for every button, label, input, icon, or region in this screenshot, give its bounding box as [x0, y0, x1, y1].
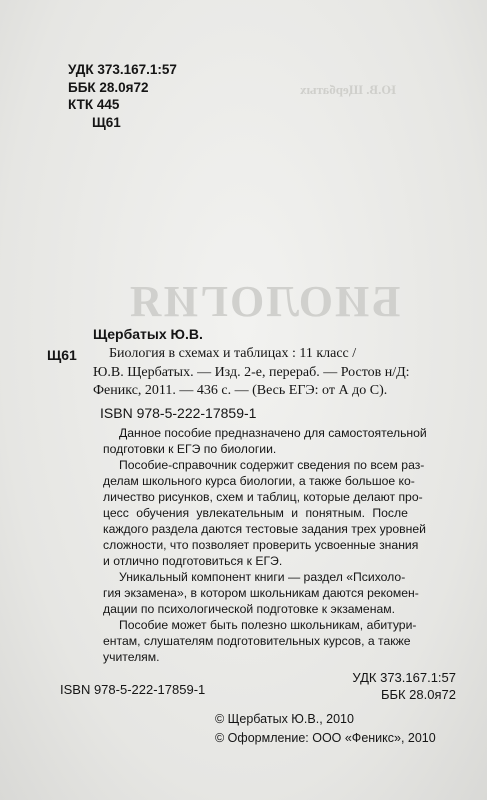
- footer-isbn: ISBN 978-5-222-17859-1: [60, 682, 206, 697]
- footer-bbk: ББК 28.0я72: [380, 686, 456, 702]
- classification-block-top: [68, 61, 177, 131]
- bibliographic-description: [93, 345, 443, 401]
- biblio-line: Биология в схемах и таблицах : 11 класс /: [109, 346, 357, 361]
- annotation-line: Пособие может быть полезно школьникам, абитури-: [119, 618, 417, 632]
- catalog-side-code: Щ61: [47, 347, 77, 363]
- copyright-author: © Щербатых Ю.В., 2010: [215, 712, 354, 726]
- annotation-line: дации по психологической подготовке к экзаменам.: [103, 602, 395, 616]
- catalog-author-heading: Щербатых Ю.В.: [93, 326, 203, 342]
- classification-block-bottom: [329, 670, 456, 703]
- annotation-line: ентам, слушателям подготовительных курсов, а также: [103, 634, 411, 648]
- author-mark: Щ61: [92, 114, 121, 130]
- annotation-line: делам школьного курса биологии, а также большое ко-: [103, 474, 415, 488]
- biblio-line: Ю.В. Щербатых. — Изд. 2-е, перераб. — Ростов н/Д:: [93, 364, 410, 380]
- copyright-design: © Оформление: ООО «Феникс», 2010: [215, 731, 436, 745]
- copyright-block: [215, 710, 436, 748]
- annotation-line: Пособие-справочник содержит сведения по всем раз-: [119, 458, 425, 472]
- annotation-line: каждого раздела даются тестовые задания трех уровней: [103, 522, 426, 536]
- annotation-line: гия экзамена», в котором школьникам даются рекомен-: [103, 586, 419, 600]
- annotation-paragraph: [103, 425, 447, 457]
- annotation-line: и отлично подготовиться к ЕГЭ.: [103, 554, 283, 568]
- annotation-line: подготовки к ЕГЭ по биологии.: [103, 442, 277, 456]
- annotation-line: учителям.: [103, 650, 160, 664]
- biblio-line: Феникс, 2011. — 436 с. — (Весь ЕГЭ: от А до С).: [93, 383, 388, 399]
- annotation: [103, 425, 447, 665]
- annotation-line: Уникальный компонент книги — раздел «Психоло-: [119, 570, 406, 584]
- show-through-author: Ю.В. Щербатых: [300, 82, 397, 97]
- footer-udk: УДК 373.167.1:57: [352, 670, 456, 685]
- annotation-paragraph: [103, 457, 447, 569]
- isbn-number: ISBN 978-5-222-17859-1: [100, 405, 257, 421]
- ktk-code: КТК 445: [68, 97, 120, 112]
- annotation-line: сложности, что позволяет проверить усвоенные знания: [103, 538, 419, 552]
- udk-code: УДК 373.167.1:57: [68, 62, 177, 77]
- bbk-code: ББК 28.0я72: [68, 79, 149, 95]
- annotation-line: цесс обучения увлекательным и понятным. После: [103, 506, 408, 520]
- annotation-line: Данное пособие предназначено для самостоятельной: [119, 426, 427, 440]
- annotation-paragraph: [103, 617, 447, 665]
- show-through-title: БИОЛОГИЯ: [128, 277, 401, 326]
- annotation-paragraph: [103, 569, 447, 617]
- annotation-line: личество рисунков, схем и таблиц, которые делают про-: [103, 490, 423, 504]
